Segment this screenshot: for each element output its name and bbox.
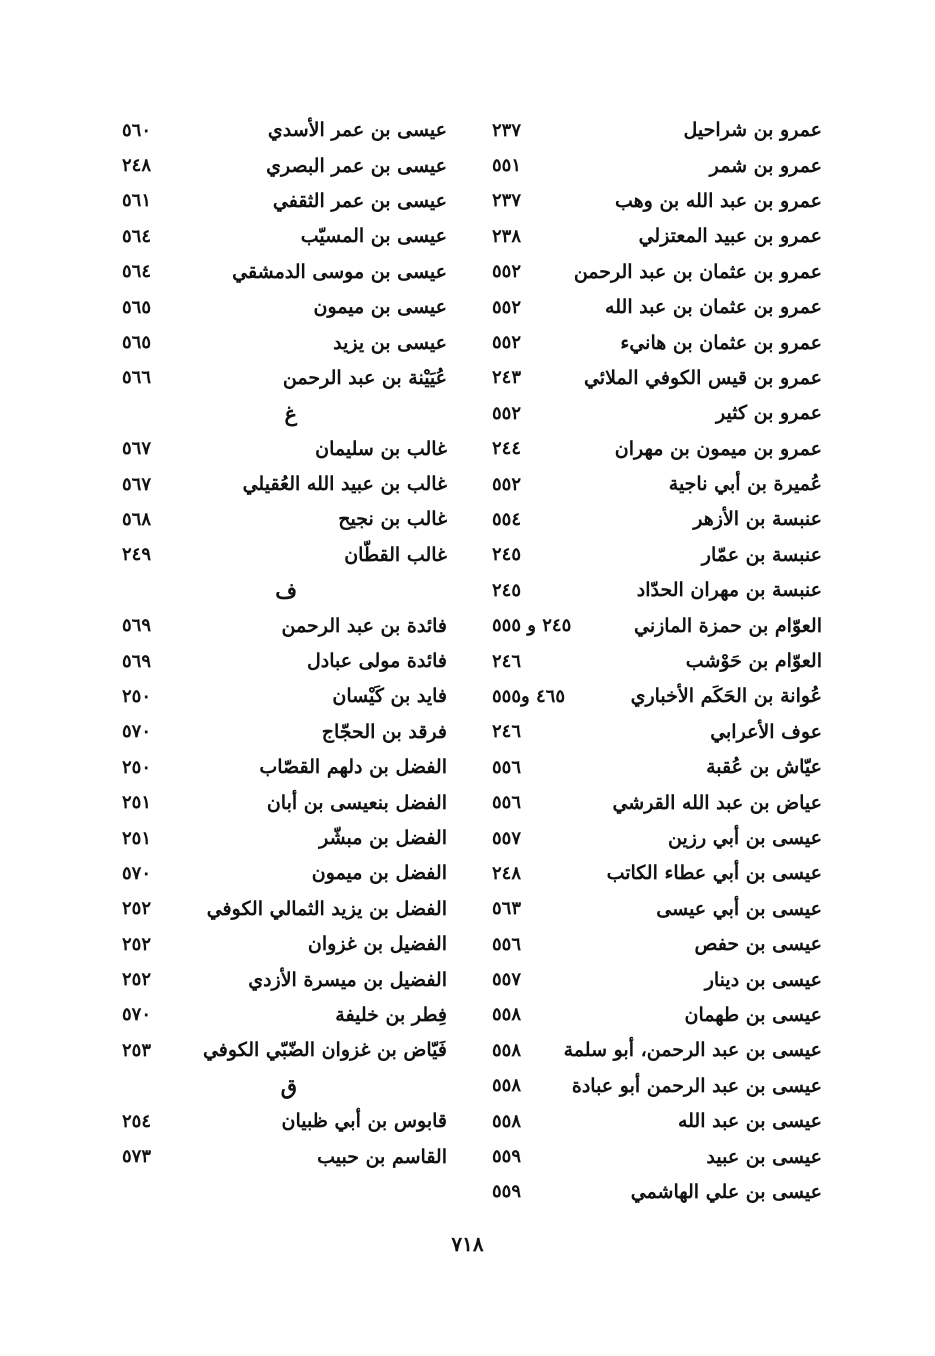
entry-page-ref: ٢٤٥: [492, 579, 522, 601]
entry-name: فَيّاض بن غزوان الضّبّي الكوفي: [202, 1039, 447, 1062]
entry-name: عياض بن عبد الله القرشي: [612, 791, 822, 814]
entry-page-ref: ٢٥٢: [122, 969, 152, 991]
entry-page-ref: ٢٣٨: [492, 225, 522, 247]
entry-page-ref: ٥٧٠: [122, 1004, 152, 1026]
section-letter-heading: ق: [280, 1073, 297, 1099]
entry-name: غالب بن سليمان: [315, 437, 447, 460]
entry-page-ref: ٥٥٢: [492, 402, 522, 424]
index-entry: [122, 856, 447, 891]
index-entry: [492, 785, 822, 820]
index-entry: [122, 927, 447, 962]
entry-name: عيسى بن يزيد: [333, 331, 447, 354]
entry-page-ref: ٢٣٧: [492, 119, 522, 141]
index-entry: [492, 998, 822, 1033]
entry-page-ref: ٥٦٣: [492, 898, 522, 920]
entry-name: عيسى بن عبد الله: [677, 1110, 822, 1133]
entry-name: الفضل بنعيسى بن أبان: [266, 791, 447, 814]
entry-page-ref: ٥٥٩: [492, 1146, 522, 1168]
entry-page-ref: ٢٤٦: [492, 650, 522, 672]
entry-page-ref: ٢٥٠: [122, 756, 152, 778]
index-entry: [122, 432, 447, 467]
entry-name: عنبسة بن الأزهر: [693, 508, 822, 531]
entry-name: الفضل بن دلهم القصّاب: [259, 756, 447, 779]
index-entry: [492, 1104, 822, 1139]
entry-name: غالب بن نجيح: [338, 508, 447, 531]
section-letter-heading: ف: [275, 578, 297, 604]
index-entry: [122, 750, 447, 785]
entry-name: عيسى بن عبد الرحمن، أبو سلمة: [563, 1039, 822, 1062]
index-entry: [492, 608, 822, 643]
entry-name: عيسى بن عمر البصري: [266, 154, 447, 177]
entry-name: عيسى بن علي الهاشمي: [630, 1180, 822, 1203]
entry-page-ref: ٥٦٠: [122, 119, 152, 141]
index-entry: [122, 219, 447, 254]
index-column-right: [492, 113, 822, 1210]
index-entry: [492, 432, 822, 467]
entry-page-ref: ٥٦٤: [122, 225, 152, 247]
index-entry: [492, 573, 822, 608]
page-number: ٧١٨: [451, 1232, 484, 1256]
entry-name: عنبسة بن عمّار: [701, 543, 822, 566]
entry-page-ref: ٢٥٣: [122, 1039, 152, 1061]
entry-name: فِطر بن خليفة: [335, 1003, 447, 1026]
entry-name: عيسى بن دينار: [704, 968, 822, 991]
entry-page-ref: ٥٦٩: [122, 650, 152, 672]
entry-name: عمرو بن عبيد المعتزلي: [638, 225, 822, 248]
entry-page-ref: ٥٥٢: [492, 332, 522, 354]
entry-page-ref: ٥٥٢: [492, 473, 522, 495]
entry-name: الفضيل بن ميسرة الأزدي: [248, 968, 447, 991]
entry-name: قابوس بن أبي ظبيان: [281, 1110, 447, 1133]
entry-name: فرقد بن الحجّاج: [321, 720, 447, 743]
entry-page-ref: ٥٥٧: [492, 969, 522, 991]
index-entry: [492, 113, 822, 148]
index-entry: [492, 148, 822, 183]
index-column-left: [122, 113, 447, 1175]
index-entry: [492, 538, 822, 573]
index-entry: [122, 608, 447, 643]
entry-page-ref: ٥٥٨: [492, 1075, 522, 1097]
entry-page-ref: ٥٥٧: [492, 827, 522, 849]
index-entry: [122, 998, 447, 1033]
entry-page-ref: ٢٤٤: [492, 438, 522, 460]
index-entry: [122, 502, 447, 537]
entry-page-ref: ٥٦٥: [122, 332, 152, 354]
entry-name: عمرو بن عثمان بن هانيء: [620, 331, 822, 354]
entry-name: عمرو بن شمر: [709, 154, 822, 177]
entry-page-ref: ٢٤٥: [492, 544, 522, 566]
index-entry: [492, 502, 822, 537]
entry-name: الفضل بن يزيد الثمالي الكوفي: [206, 897, 447, 920]
entry-page-ref: ٢٤٦: [492, 721, 522, 743]
entry-name: عمرو بن كثير: [716, 402, 822, 425]
entry-page-ref: ٢٤٨: [492, 862, 522, 884]
entry-page-ref: ٥٥٨: [492, 1110, 522, 1132]
entry-name: الفضيل بن غزوان: [307, 933, 447, 956]
entry-page-ref: ٢٥٢: [122, 898, 152, 920]
entry-page-ref: ٥٥٦: [492, 792, 522, 814]
entry-name: عمرو بن شراحيل: [683, 119, 822, 142]
entry-name: الفضل بن ميمون: [311, 862, 447, 885]
index-entry: [122, 113, 447, 148]
index-entry: [122, 325, 447, 360]
index-entry: [492, 361, 822, 396]
entry-page-ref: ٥٧٠: [122, 721, 152, 743]
entry-name: العوّام بن حَوْشب: [685, 650, 822, 673]
index-entry: [122, 290, 447, 325]
entry-page-ref: ٥٧٠: [122, 862, 152, 884]
entry-name: عُيَيْنة بن عبد الرحمن: [282, 366, 447, 389]
entry-name: عيسى بن أبي عطاء الكاتب: [606, 862, 822, 885]
entry-page-ref: ٥٥٨: [492, 1004, 522, 1026]
entry-page-ref: ٥٦١: [122, 190, 152, 212]
entry-name: عيسى بن عبد الرحمن أبو عبادة: [571, 1074, 822, 1097]
entry-page-ref: ٥٧٣: [122, 1146, 152, 1168]
entry-name: فائدة بن عبد الرحمن: [281, 614, 447, 637]
index-entry: [122, 467, 447, 502]
entry-name: فائدة مولى عبادل: [306, 650, 447, 673]
entry-name: عوف الأعرابي: [710, 720, 822, 743]
index-entry: [492, 821, 822, 856]
index-entry: [492, 1139, 822, 1174]
entry-page-ref: ٥٦٧: [122, 473, 152, 495]
index-entry: [492, 1069, 822, 1104]
entry-page-ref: ٢٤٨: [122, 155, 152, 177]
entry-name: عيسى بن طهمان: [684, 1003, 822, 1026]
entry-page-ref: ٥٥٦: [492, 756, 522, 778]
index-entry: [122, 1104, 447, 1139]
entry-name: عمرو بن عبد الله بن وهب: [615, 189, 822, 212]
index-entry: [492, 962, 822, 997]
entry-name: العوّام بن حمزة المازني: [634, 614, 822, 637]
index-entry: [492, 679, 822, 714]
entry-name: عيسى بن عبيد: [706, 1145, 822, 1168]
index-entry: [122, 892, 447, 927]
entry-name: عُوانة بن الحَكَم الأخباري: [630, 685, 822, 708]
index-entry: [122, 1033, 447, 1068]
index-entry: [492, 1033, 822, 1068]
entry-name: عمرو بن عثمان بن عبد الرحمن: [573, 260, 822, 283]
entry-page-ref: ٥٦٨: [122, 508, 152, 530]
index-entry: [492, 644, 822, 679]
index-entry: [122, 361, 447, 396]
entry-page-ref: ٢٥١: [122, 827, 152, 849]
index-entry: [492, 750, 822, 785]
index-entry: [492, 325, 822, 360]
entry-page-ref: ٢٣٧: [492, 190, 522, 212]
index-entry: [492, 255, 822, 290]
entry-name: عيسى بن ميمون: [313, 296, 447, 319]
entry-name: عيسى بن المسيّب: [300, 225, 447, 248]
entry-page-ref: ٥٦٤: [122, 261, 152, 283]
index-entry: [122, 962, 447, 997]
entry-page-ref: ٥٥٢: [492, 261, 522, 283]
index-entry: [492, 467, 822, 502]
entry-page-ref: ٢٥٤: [122, 1110, 152, 1132]
entry-name: غالب بن عبيد الله العُقيلي: [242, 473, 447, 496]
index-entry: [122, 184, 447, 219]
index-entry: [492, 856, 822, 891]
entry-page-ref: ٥٥٨: [492, 1039, 522, 1061]
entry-page-ref: ٤٦٥ و٥٥٥: [492, 685, 565, 707]
index-entry: [122, 679, 447, 714]
index-entry: [492, 715, 822, 750]
entry-page-ref: ٥٥٢: [492, 296, 522, 318]
entry-page-ref: ٥٦٥: [122, 296, 152, 318]
index-entry: [122, 644, 447, 679]
index-entry: [492, 219, 822, 254]
index-entry: [122, 538, 447, 573]
entry-page-ref: ٢٥٢: [122, 933, 152, 955]
entry-page-ref: ٢٤٩: [122, 544, 152, 566]
entry-page-ref: ٥٥٩: [492, 1181, 522, 1203]
entry-name: عنبسة بن مهران الحدّاد: [636, 579, 822, 602]
index-entry: [122, 821, 447, 856]
section-letter-heading: غ: [284, 401, 297, 427]
index-entry: [492, 396, 822, 431]
index-entry: [492, 290, 822, 325]
index-entry: [122, 1139, 447, 1174]
entry-page-ref: ٢٥١: [122, 792, 152, 814]
entry-page-ref: ٢٤٥ و ٥٥٥: [492, 615, 572, 637]
entry-name: عيسى بن أبي رزين: [668, 827, 822, 849]
entry-name: عيسى بن عمر الثقفي: [272, 189, 447, 212]
entry-page-ref: ٥٥٦: [492, 933, 522, 955]
entry-name: عُميرة بن أبي ناجية: [668, 473, 822, 496]
entry-name: عيسى بن موسى الدمشقي: [232, 260, 447, 283]
entry-name: الفضل بن مبشّر: [319, 827, 447, 849]
entry-name: عيسى بن أبي عيسى: [656, 897, 822, 920]
entry-page-ref: ٢٤٣: [492, 367, 522, 389]
entry-name: القاسم بن حبيب: [317, 1145, 447, 1168]
index-entry: [122, 715, 447, 750]
entry-page-ref: ٥٦٩: [122, 615, 152, 637]
entry-name: فايد بن كَيْسان: [332, 685, 447, 708]
entry-page-ref: ٥٥٤: [492, 508, 522, 530]
index-entry: [492, 892, 822, 927]
index-entry: [122, 148, 447, 183]
entry-name: عمرو بن قيس الكوفي الملائي: [583, 366, 822, 389]
entry-name: غالب القطّان: [344, 543, 447, 566]
index-entry: [122, 785, 447, 820]
index-entry: [492, 927, 822, 962]
entry-page-ref: ٥٥١: [492, 155, 522, 177]
entry-name: عمرو بن ميمون بن مهران: [614, 437, 822, 460]
index-entry: [122, 255, 447, 290]
entry-name: عيسى بن حفص: [694, 933, 822, 956]
entry-name: عيسى بن عمر الأسدي: [267, 119, 447, 142]
entry-name: عيّاش بن عُقبة: [706, 756, 822, 779]
index-entry: [492, 1175, 822, 1210]
index-entry: [492, 184, 822, 219]
entry-page-ref: ٥٦٦: [122, 367, 152, 389]
entry-page-ref: ٥٦٧: [122, 438, 152, 460]
entry-page-ref: ٢٥٠: [122, 685, 152, 707]
entry-name: عمرو بن عثمان بن عبد الله: [605, 296, 822, 319]
